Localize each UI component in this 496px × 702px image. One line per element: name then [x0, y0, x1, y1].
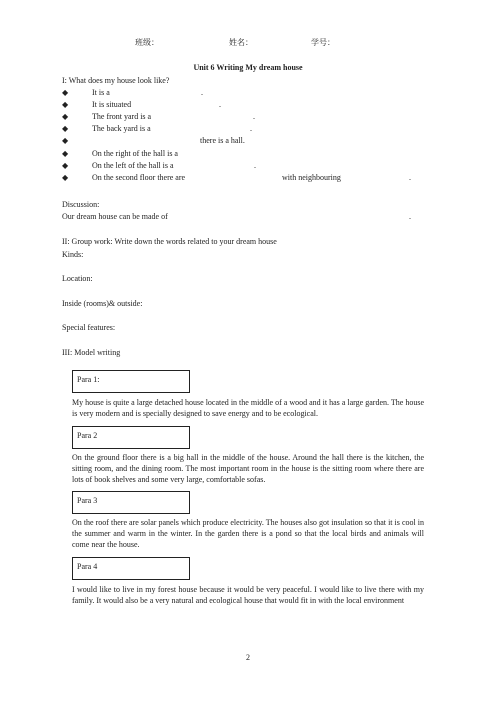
- class-label: 班级：: [135, 38, 159, 47]
- list-item: The back yard is a: [92, 124, 151, 133]
- para-label: Para 2: [77, 431, 98, 440]
- list-item: On the right of the hall is a: [92, 149, 178, 158]
- field-special-features: Special features:: [62, 323, 116, 332]
- bullet-icon: ◆: [62, 100, 69, 109]
- list-item: The front yard is a: [92, 112, 152, 121]
- section1-heading: I: What does my house look like?: [62, 76, 170, 85]
- para-label: Para 4: [77, 562, 98, 571]
- student-id-label: 学号：: [311, 38, 335, 47]
- list-item-end: .: [250, 124, 252, 133]
- field-kinds: Kinds:: [62, 250, 84, 259]
- para-text: I would like to live in my forest house because it would be very peaceful. I would like to live there with my family. It would also be a very natural and ecological house that would fit in with the local environment: [72, 585, 424, 605]
- para-text: My house is quite a large detached house located in the middle of a wood and it has a large garden. The house is very modern and is specially designed to save energy and to be ecological.: [72, 398, 424, 418]
- list-item-middle: with neighbouring: [282, 173, 341, 182]
- discussion-heading: Discussion:: [62, 200, 100, 209]
- bullet-icon: ◆: [62, 161, 69, 170]
- para-text: On the ground floor there is a big hall in the middle of the house. Around the hall there is the kitchen, the sitting room, and the dining room. The most important room in the house is the sitting room where there are lots of book shelves and some very large, comfortable sofas.: [72, 453, 424, 484]
- bullet-icon: ◆: [62, 112, 69, 121]
- section3-heading: III: Model writing: [62, 348, 121, 357]
- list-item-end: .: [201, 88, 203, 97]
- list-item: On the second floor there are: [92, 173, 186, 182]
- para-label-box: [72, 557, 190, 580]
- bullet-icon: ◆: [62, 88, 69, 97]
- para-label: Para 1:: [77, 375, 100, 384]
- discussion-line-end: .: [409, 212, 411, 221]
- name-label: 姓名：: [229, 38, 253, 47]
- bullet-icon: ◆: [62, 173, 69, 182]
- list-item: there is a hall.: [200, 136, 245, 145]
- page-number: 2: [246, 653, 250, 662]
- para-label-box: [72, 370, 190, 393]
- field-location: Location:: [62, 274, 93, 283]
- list-item-end: .: [253, 112, 255, 121]
- discussion-line: Our dream house can be made of: [62, 212, 168, 221]
- list-item: It is situated: [92, 100, 132, 109]
- bullet-icon: ◆: [62, 124, 69, 133]
- bullet-icon: ◆: [62, 149, 69, 158]
- list-item: It is a: [92, 88, 110, 97]
- field-inside-outside: Inside (rooms)& outside:: [62, 299, 143, 308]
- list-item-end: .: [254, 161, 256, 170]
- para-text: On the roof there are solar panels which produce electricity. The houses also got insulation so that it is cool in the summer and warm in the winter. In the garden there is a pond so that the local birds and animals will come near the house.: [72, 518, 424, 549]
- list-item-end: .: [219, 100, 221, 109]
- section2-heading: II: Group work: Write down the words related to your dream house: [62, 237, 277, 246]
- list-item: On the left of the hall is a: [92, 161, 174, 170]
- para-label: Para 3: [77, 496, 98, 505]
- para-label-box: [72, 491, 190, 514]
- para-label-box: [72, 426, 190, 449]
- page-title: Unit 6 Writing My dream house: [193, 63, 303, 72]
- bullet-icon: ◆: [62, 136, 69, 145]
- list-item-end: .: [409, 173, 411, 182]
